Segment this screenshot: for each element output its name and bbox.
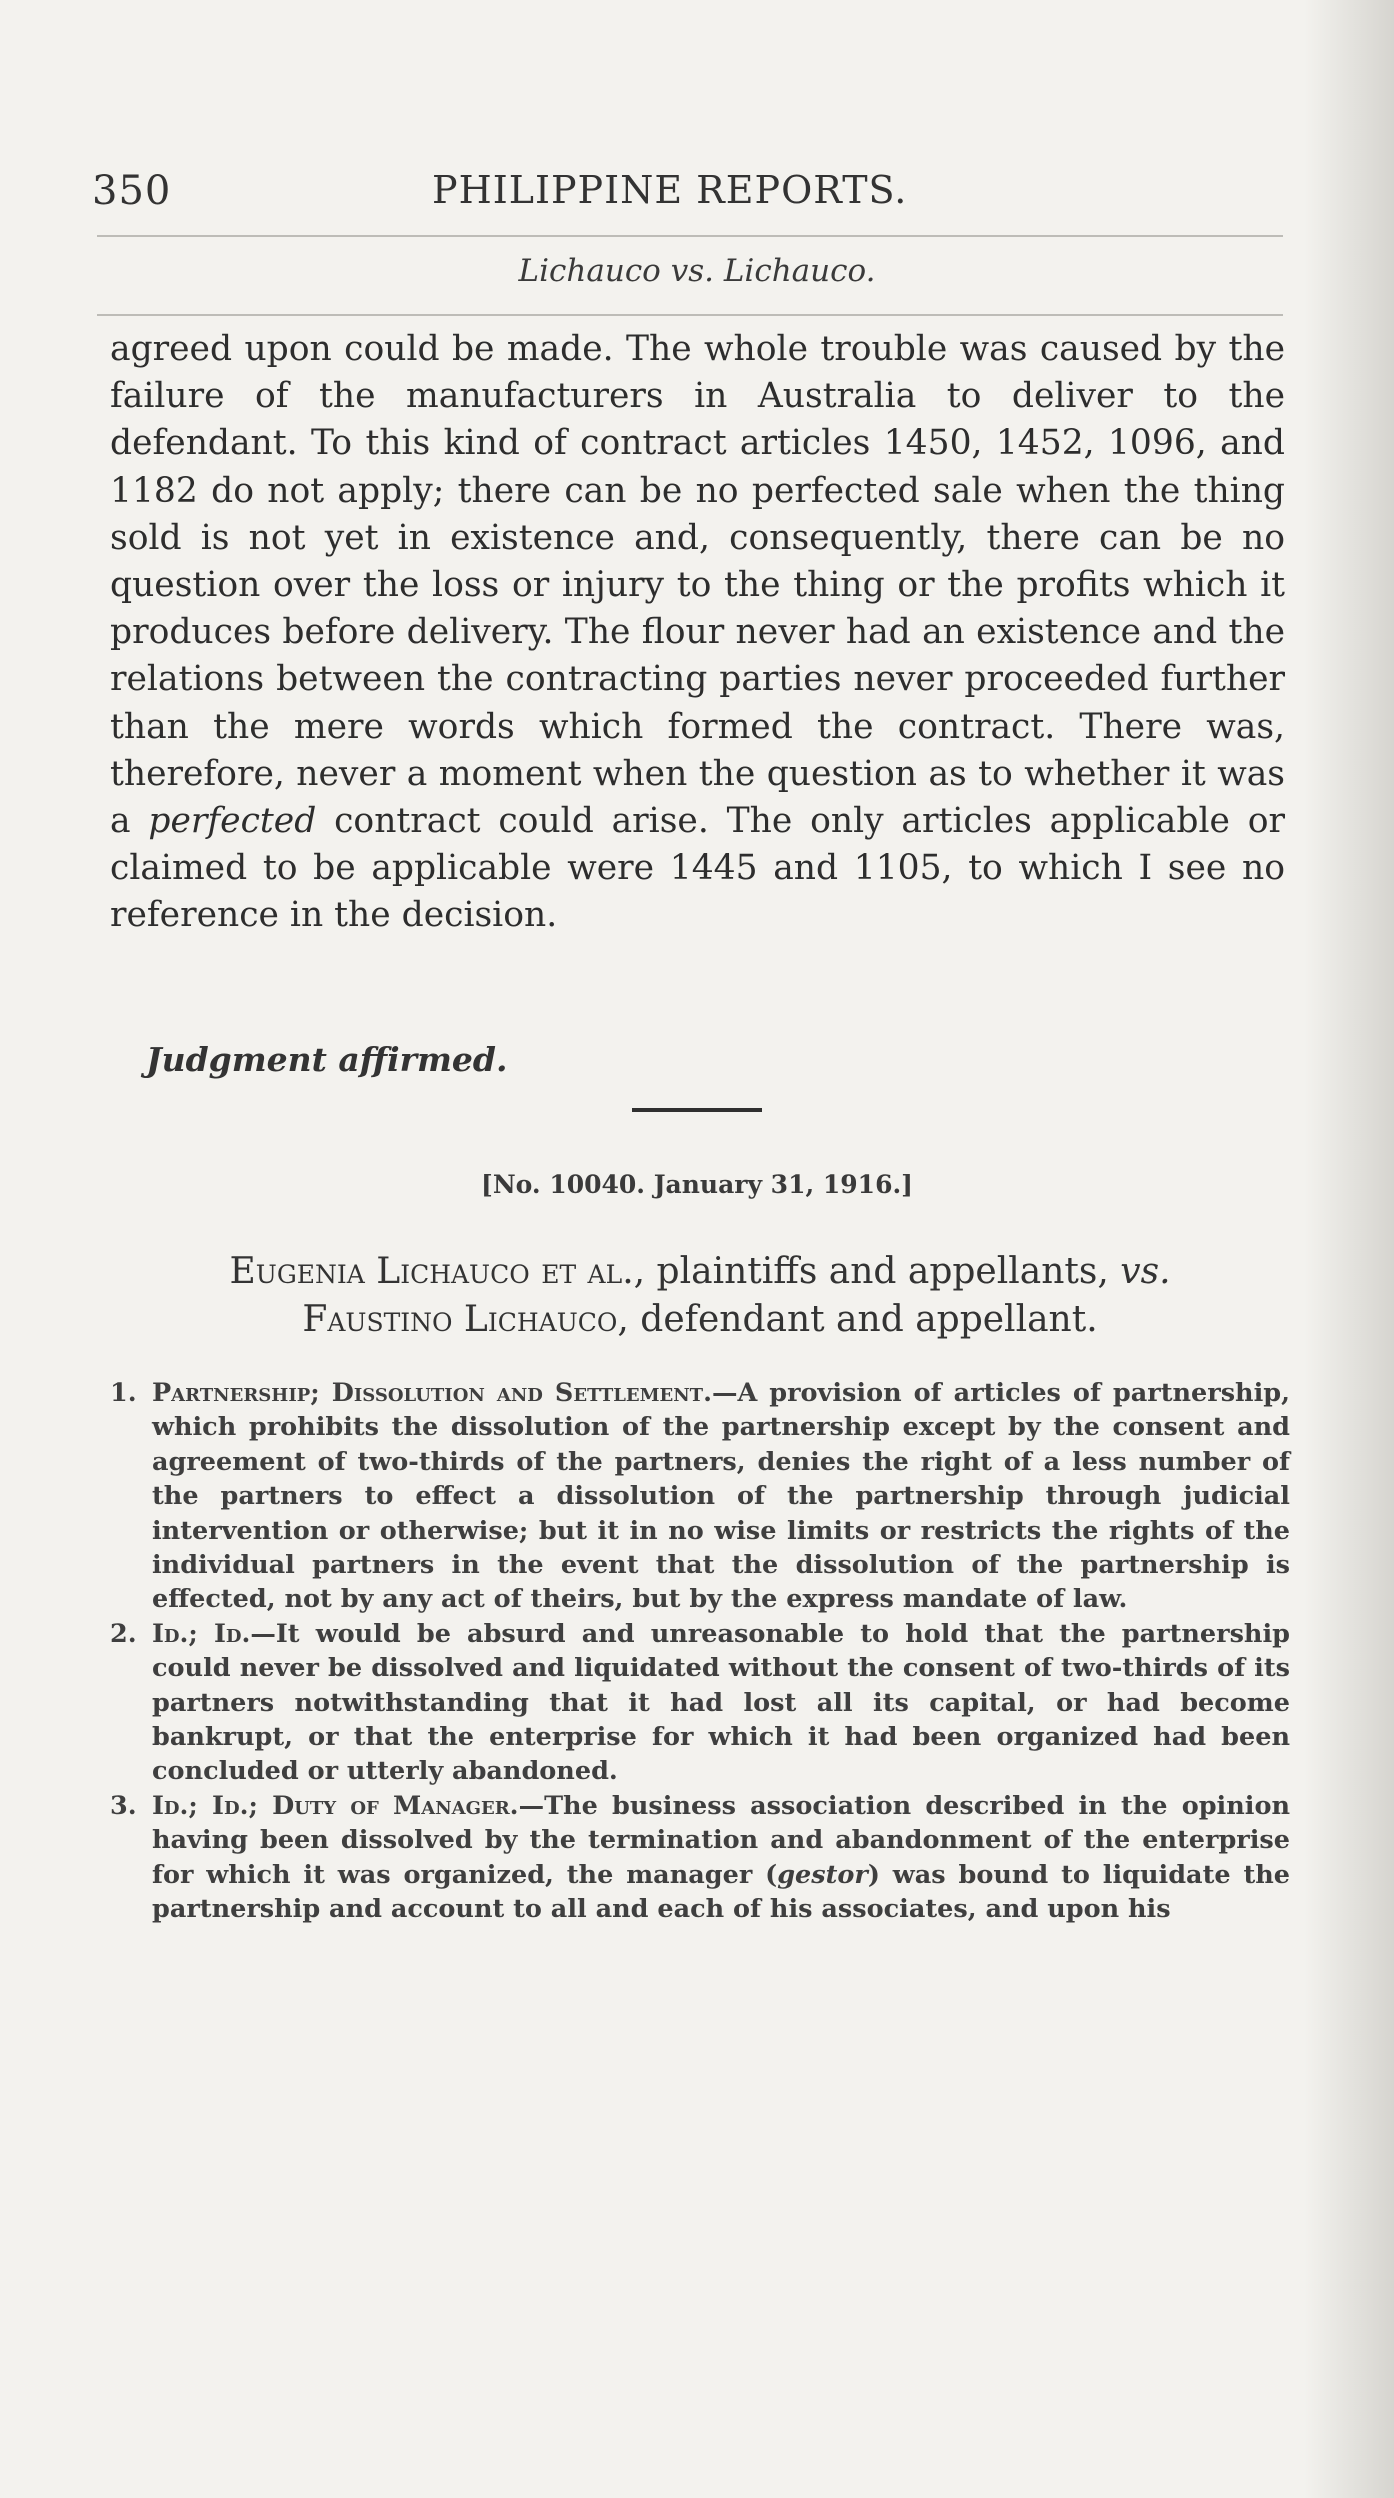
syllabus-item — [110, 1789, 1290, 1927]
versus: vs. — [1120, 1251, 1171, 1292]
syllabus-heading: Partnership; Dissolution and Settlement. — [152, 1378, 712, 1408]
header-rule-bottom — [97, 314, 1283, 316]
syllabus-body: —A provision of articles of partnership, which prohibits the dissolution of the partnership except by the consent and agreement of two-thirds of the partners, denies the right of a less number of the partners to effect a dissolution of the partnership through judicial intervention or otherwise; but it in no wise limits or restricts the rights of the individual partners in the event that the dissolution of the partnership is effected, not by any act of theirs, but by the express mandate of law. — [152, 1378, 1290, 1615]
syllabus-body-b: ) was bound to liquidate the partnership and account to all and each of his associates, and upon his — [152, 1859, 1290, 1925]
syllabus-italic: gestor — [777, 1859, 868, 1890]
section-divider — [632, 1108, 762, 1112]
syllabus-text — [152, 1376, 1290, 1617]
opinion-text-a: agreed upon could be made. The whole trouble was caused by the failure of the manufacturers in Australia to deliver to the defendant. To this kind of contract articles 1450, 1452, 1096, and 1182 do not apply; there can be no perfected sale when the thing sold is not yet in existence and, consequently, there can be no question over the loss or injury to the thing or the profits which it produces before delivery. The flour never had an existence and the relations between the contracting parties never proceeded further than the mere words which formed the contract. There was, therefore, never a moment when the question as to whether it was a — [110, 329, 1285, 842]
syllabus-number: 3. — [110, 1790, 137, 1821]
header-rule-top — [97, 235, 1283, 237]
opinion-italic: perfected — [148, 801, 317, 842]
plaintiff-role: , plaintiffs and appellants, — [633, 1251, 1121, 1292]
page-number: 350 — [92, 168, 172, 214]
syllabus-number: 2. — [110, 1618, 137, 1649]
defendant-name: Faustino Lichauco — [302, 1299, 618, 1340]
defendant-role: , defendant and appellant. — [617, 1299, 1098, 1340]
opinion-text — [110, 326, 1285, 940]
syllabus-number: 1. — [110, 1378, 137, 1408]
opinion-text-b: contract could arise. The only articles applicable or claimed to be applicable were 1445 and 1105, to which I see no reference in the decision. — [110, 801, 1285, 936]
judgment-line: Judgment affirmed. — [146, 1040, 508, 1079]
syllabus-text — [152, 1789, 1290, 1927]
syllabus-body-a: —The business association described in the opinion having been dissolved by the termination and abandonment of the enterprise for which it was organized, the manager ( — [152, 1790, 1290, 1890]
syllabus — [110, 1376, 1290, 1927]
syllabus-body: —It would be absurd and unreasonable to hold that the partnership could never be dissolved and liquidated without the consent of two-thirds of its partners notwithstanding that it had lost all its capital, or had become bankrupt, or that the enterprise for which it had been organized had been concluded or utterly abandoned. — [152, 1618, 1290, 1787]
docket-line: [No. 10040. January 31, 1916.] — [481, 1170, 913, 1199]
syllabus-item — [110, 1617, 1290, 1789]
case-caption: Lichauco vs. Lichauco. — [518, 253, 876, 289]
page-edge-shadow — [1304, 0, 1394, 2498]
syllabus-heading: Id.; Id. — [152, 1618, 251, 1649]
plaintiff-name: Eugenia Lichauco et al. — [229, 1251, 634, 1292]
syllabus-item — [110, 1376, 1290, 1617]
running-head: PHILIPPINE REPORTS. — [432, 168, 908, 212]
case-parties — [140, 1248, 1260, 1344]
opinion-paragraph — [110, 326, 1285, 940]
syllabus-heading: Id.; Id.; Duty of Manager. — [152, 1790, 519, 1821]
syllabus-text — [152, 1617, 1290, 1789]
